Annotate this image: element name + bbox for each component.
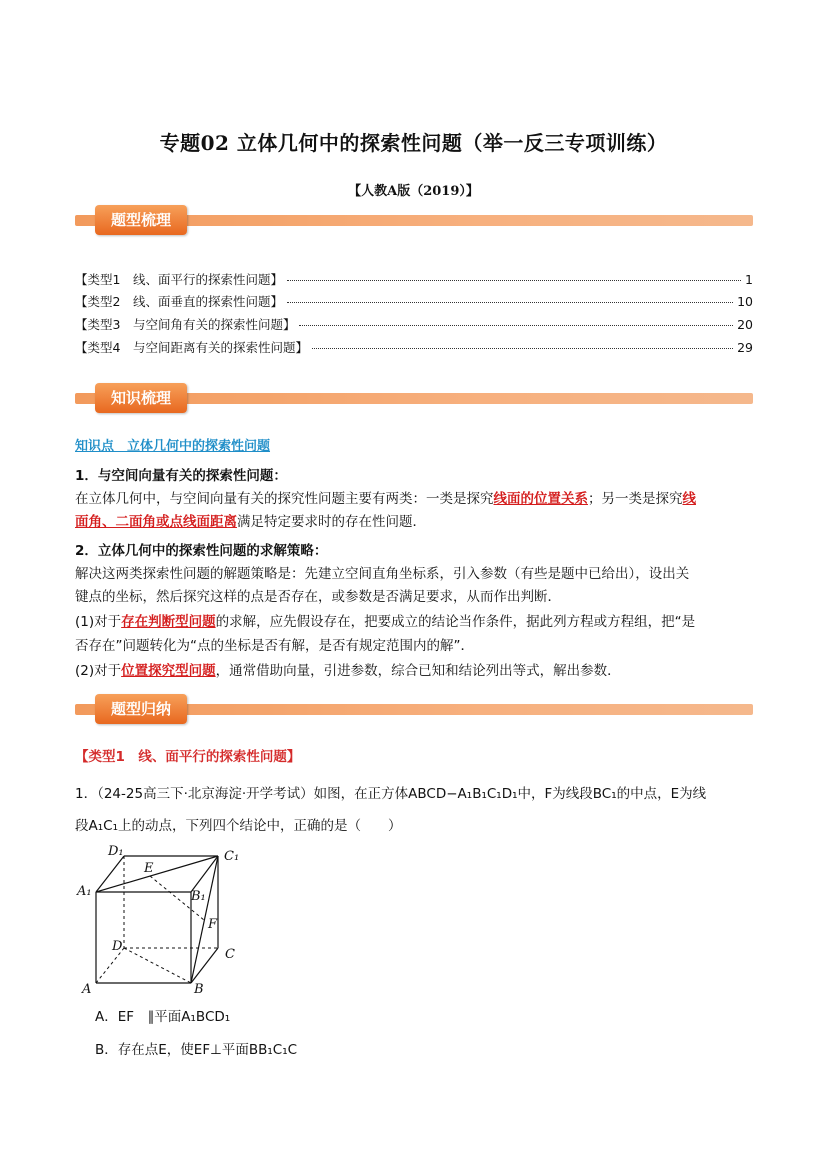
toc-leader <box>287 280 741 281</box>
section-badge-categories: 题型归纳 <box>95 694 187 724</box>
toc-entry[interactable] <box>75 292 753 310</box>
label-E: E <box>144 861 154 876</box>
highlight-text: 位置探究型问题 <box>121 663 216 679</box>
toc-leader <box>287 302 733 303</box>
toc-entry[interactable] <box>75 315 753 333</box>
knowledge-heading: 知识点 立体几何中的探索性问题 <box>75 439 271 454</box>
label-A: A <box>82 982 92 997</box>
label-A1: A₁ <box>77 884 92 899</box>
section-badge-toc: 题型梳理 <box>95 205 187 235</box>
option-b[interactable]: B．存在点E，使EF⊥平面BB₁C₁C <box>95 1042 298 1058</box>
toc-page: 20 <box>737 317 753 332</box>
text-span: (2)对于 <box>75 663 122 679</box>
knowledge-p1-line2 <box>75 511 753 533</box>
toc-page: 1 <box>745 272 753 287</box>
knowledge-p4-line <box>75 660 753 682</box>
question-line2: 段A₁C₁上的动点，下列四个结论中，正确的是（ ） <box>75 818 402 834</box>
knowledge-p2-line2: 键点的坐标，然后探究这样的点是否存在，或参数是否满足要求，从而作出判断． <box>75 589 561 605</box>
text-span: 满足特定要求时的存在性问题． <box>237 514 426 530</box>
label-F: F <box>208 917 218 932</box>
question-line1: 1．（24-25高三下·北京海淀·开学考试）如图，在正方体ABCD−A₁B₁C₁D₁中，F为线段BC₁的中点，E为线 <box>75 786 707 802</box>
toc-label: 【类型2 线、面垂直的探索性问题】 <box>75 294 283 309</box>
edition-label: 【人教A版（2019）】 <box>348 184 479 199</box>
highlight-text: 线 <box>682 491 696 507</box>
knowledge-p3-line2: 否存在”问题转化为“点的坐标是否有解，是否有规定范围内的解”． <box>75 638 474 654</box>
label-C1: C₁ <box>224 849 240 864</box>
highlight-text: 存在判断型问题 <box>121 614 216 630</box>
knowledge-p2-title: 2．立体几何中的探索性问题的求解策略： <box>75 543 328 559</box>
toc-entry[interactable] <box>75 338 753 356</box>
toc-page: 29 <box>737 340 753 355</box>
knowledge-p1-title: 1．与空间向量有关的探索性问题： <box>75 468 287 484</box>
text-span: ；另一类是探究 <box>588 491 683 507</box>
toc-leader <box>312 348 733 349</box>
cube-figure <box>70 838 260 1003</box>
highlight-text: 线面的位置关系 <box>493 491 588 507</box>
label-C: C <box>225 947 235 962</box>
page-title: 专题02 立体几何中的探索性问题（举一反三专项训练） <box>159 131 668 155</box>
toc-label: 【类型1 线、面平行的探索性问题】 <box>75 272 283 287</box>
option-a[interactable]: A．EF ∥平面A₁BCD₁ <box>95 1009 231 1025</box>
label-B1: B₁ <box>191 889 206 904</box>
knowledge-p3-line1 <box>75 611 753 633</box>
toc-entry[interactable] <box>75 270 753 288</box>
label-D1: D₁ <box>108 844 124 859</box>
label-B: B <box>194 982 204 997</box>
toc-leader <box>299 325 733 326</box>
knowledge-p1-line1 <box>75 488 753 510</box>
text-span: (1)对于 <box>75 614 122 630</box>
toc-page: 10 <box>737 294 753 309</box>
section-badge-knowledge: 知识梳理 <box>95 383 187 413</box>
toc-label: 【类型4 与空间距离有关的探索性问题】 <box>75 340 308 355</box>
text-span: 在立体几何中，与空间向量有关的探究性问题主要有两类：一类是探究 <box>75 491 494 507</box>
highlight-text: 面角、二面角或点线面距离 <box>75 514 237 530</box>
label-D: D <box>112 939 123 954</box>
knowledge-p2-line1: 解决这两类探索性问题的解题策略是：先建立空间直角坐标系，引入参数（有些是题中已给出），设出关 <box>75 566 690 582</box>
text-span: ，通常借助向量，引进参数，综合已知和结论列出等式，解出参数． <box>215 663 621 679</box>
category-heading: 【类型1 线、面平行的探索性问题】 <box>75 749 301 765</box>
toc-label: 【类型3 与空间角有关的探索性问题】 <box>75 317 296 332</box>
text-span: 的求解，应先假设存在，把要成立的结论当作条件，据此列方程或方程组，把“是 <box>215 614 696 630</box>
